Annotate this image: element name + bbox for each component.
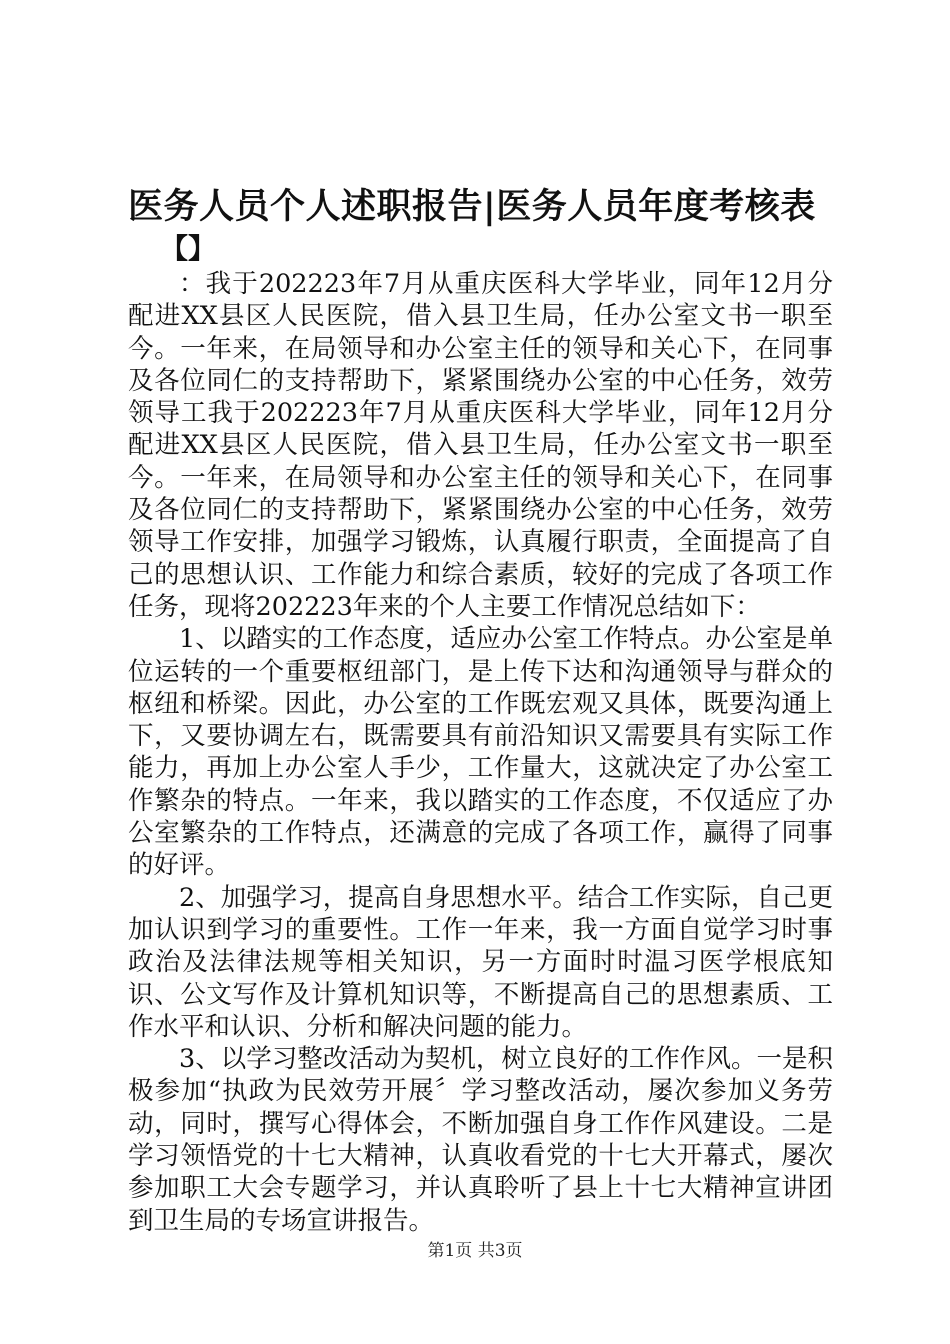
paragraph-intro: ：我于202223年7月从重庆医科大学毕业，同年12月分配进XX县区人民医院，借入县卫生局，任办公室文书一职至今。一年来，在局领导和办公室主任的领导和关心下，在同事及各位同仁的支持帮助下，紧紧围绕办公室的中心任务，效劳领导工我于202223年7月从重庆医科大学毕业，同年12月分配进XX县区人民医院，借入县卫生局，任办公室文书一职至今。一年来，在局领导和办公室主任的领导和关心下，在同事及各位同仁的支持帮助下，紧紧围绕办公室的中心任务，效劳领导工作安排，加强学习锻炼，认真履行职责，全面提高了自己的思想认识、工作能力和综合素质，较好的完成了各项工作任务，现将202223年来的个人主要工作情况总结如下： [128,269,833,622]
paragraph-item-2: 2、加强学习，提高自身思想水平。结合工作实际，自己更加认识到学习的重要性。工作一年来，我一方面自觉学习时事政治及法律法规等相关知识，另一方面时时温习医学根底知识、公文写作及计算机知识等，不断提高自己的思想素质、工作水平和认识、分析和解决问题的能力。 [128,882,833,1042]
paragraph-item-3: 3、以学习整改活动为契机，树立良好的工作作风。一是积极参加“执政为民效劳开展〞学习整改活动，屡次参加义务劳动，同时，撰写心得体会，不断加强自身工作作风建设。二是学习领悟党的十七大精神，认真收看党的十七大开幕式，屡次参加职工大会专题学习，并认真聆听了县上十七大精神宣讲团到卫生局的专场宣讲报告。 [128,1044,833,1236]
subtitle-brackets: 【】 [160,232,217,265]
document-body [128,268,833,1237]
page-title: 医务人员个人述职报告|医务人员年度考核表 [128,186,816,227]
paragraph-item-1: 1、以踏实的工作态度，适应办公室工作特点。办公室是单位运转的一个重要枢纽部门，是上传下达和沟通领导与群众的枢纽和桥梁。因此，办公室的工作既宏观又具体，既要沟通上下，又要协调左右，既需要具有前沿知识又需要具有实际工作能力，再加上办公室人手少，工作量大，这就决定了办公室工作繁杂的特点。一年来，我以踏实的工作态度，不仅适应了办公室繁杂的工作特点，还满意的完成了各项工作，赢得了同事的好评。 [128,624,833,881]
page-footer: 第1页 共3页 [427,1241,523,1261]
